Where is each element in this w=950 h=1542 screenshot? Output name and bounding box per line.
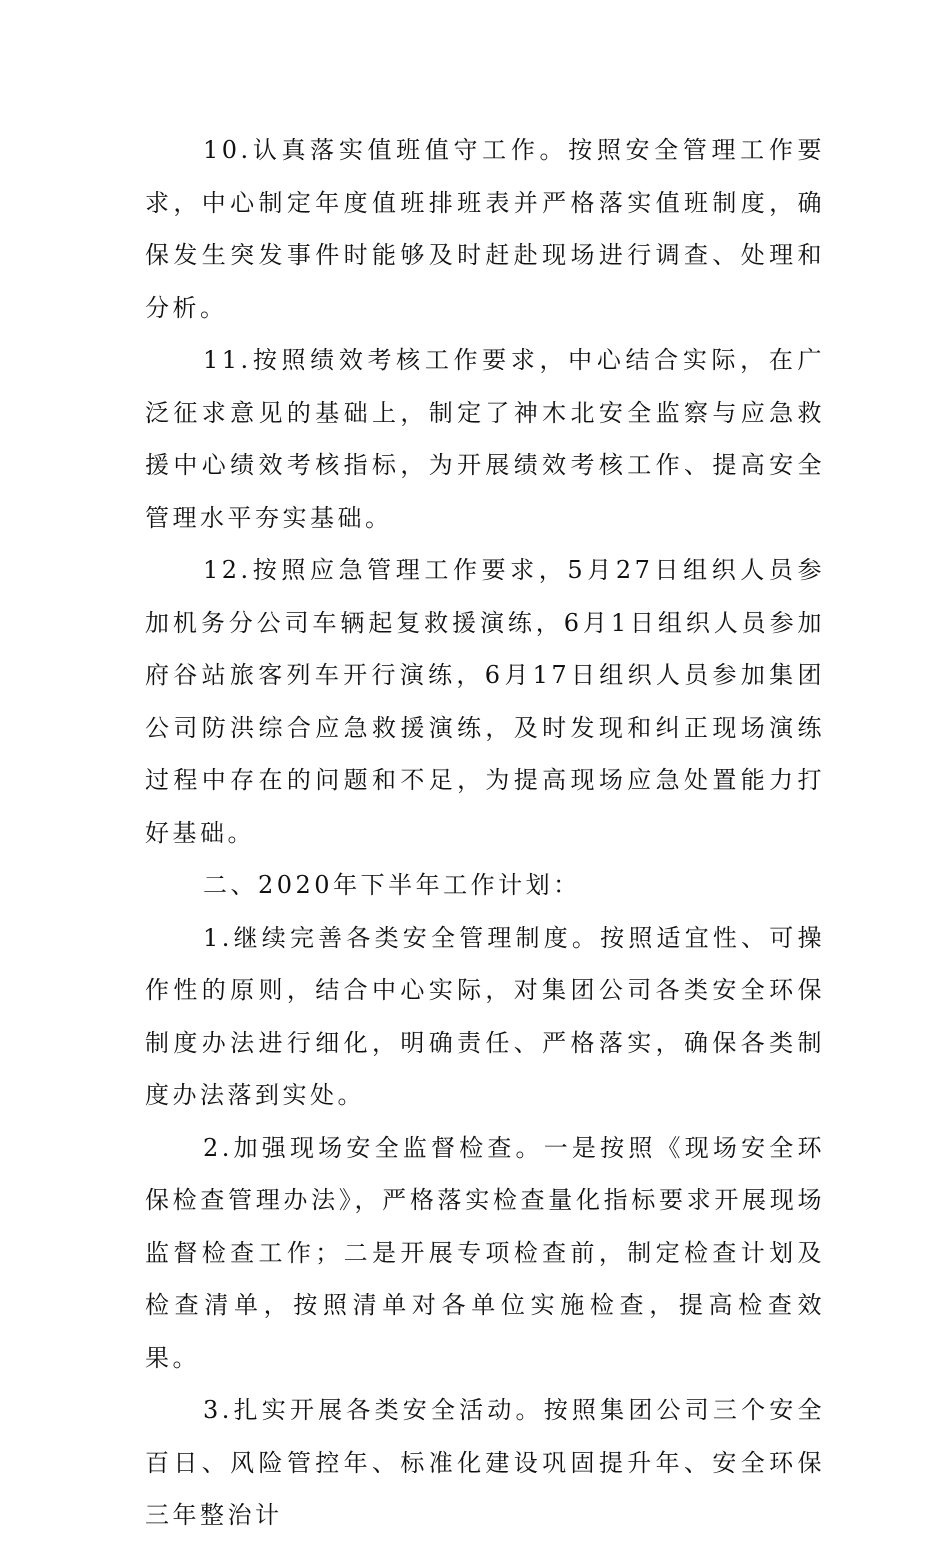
section-heading-plan: 二、2020年下半年工作计划： xyxy=(203,871,581,899)
paragraph-item-12-emergency: 12.按照应急管理工作要求，5月27日组织人员参加机务分公司车辆起复救援演练，6月1日组织人员参加府谷站旅客列车开行演练，6月17日组织人员参加集团公司防洪综合应急救援演练，及时发现和纠正现场演练过程中存在的问题和不足，为提高现场应急处置能力打好基础。 xyxy=(145,556,825,847)
paragraph-plan-3-activities: 3.扎实开展各类安全活动。按照集团公司三个安全百日、风险管控年、标准化建设巩固提升年、安全环保三年整治计 xyxy=(145,1396,825,1529)
paragraph-item-10-duty: 10.认真落实值班值守工作。按照安全管理工作要求，中心制定年度值班排班表并严格落实值班制度，确保发生突发事件时能够及时赶赴现场进行调查、处理和分析。 xyxy=(145,136,825,322)
paragraph-plan-2-inspection: 2.加强现场安全监督检查。一是按照《现场安全环保检查管理办法》，严格落实检查量化指标要求开展现场监督检查工作；二是开展专项检查前，制定检查计划及检查清单，按照清单对各单位实施检查，提高检查效果。 xyxy=(145,1133,825,1372)
paragraph-plan-1-regulations: 1.继续完善各类安全管理制度。按照适宜性、可操作性的原则，结合中心实际，对集团公司各类安全环保制度办法进行细化，明确责任、严格落实，确保各类制度办法落到实处。 xyxy=(145,923,825,1109)
document-body xyxy=(145,124,825,1542)
paragraph-item-11-performance: 11.按照绩效考核工作要求，中心结合实际，在广泛征求意见的基础上，制定了神木北安全监察与应急救援中心绩效考核指标，为开展绩效考核工作、提高安全管理水平夯实基础。 xyxy=(145,346,825,532)
